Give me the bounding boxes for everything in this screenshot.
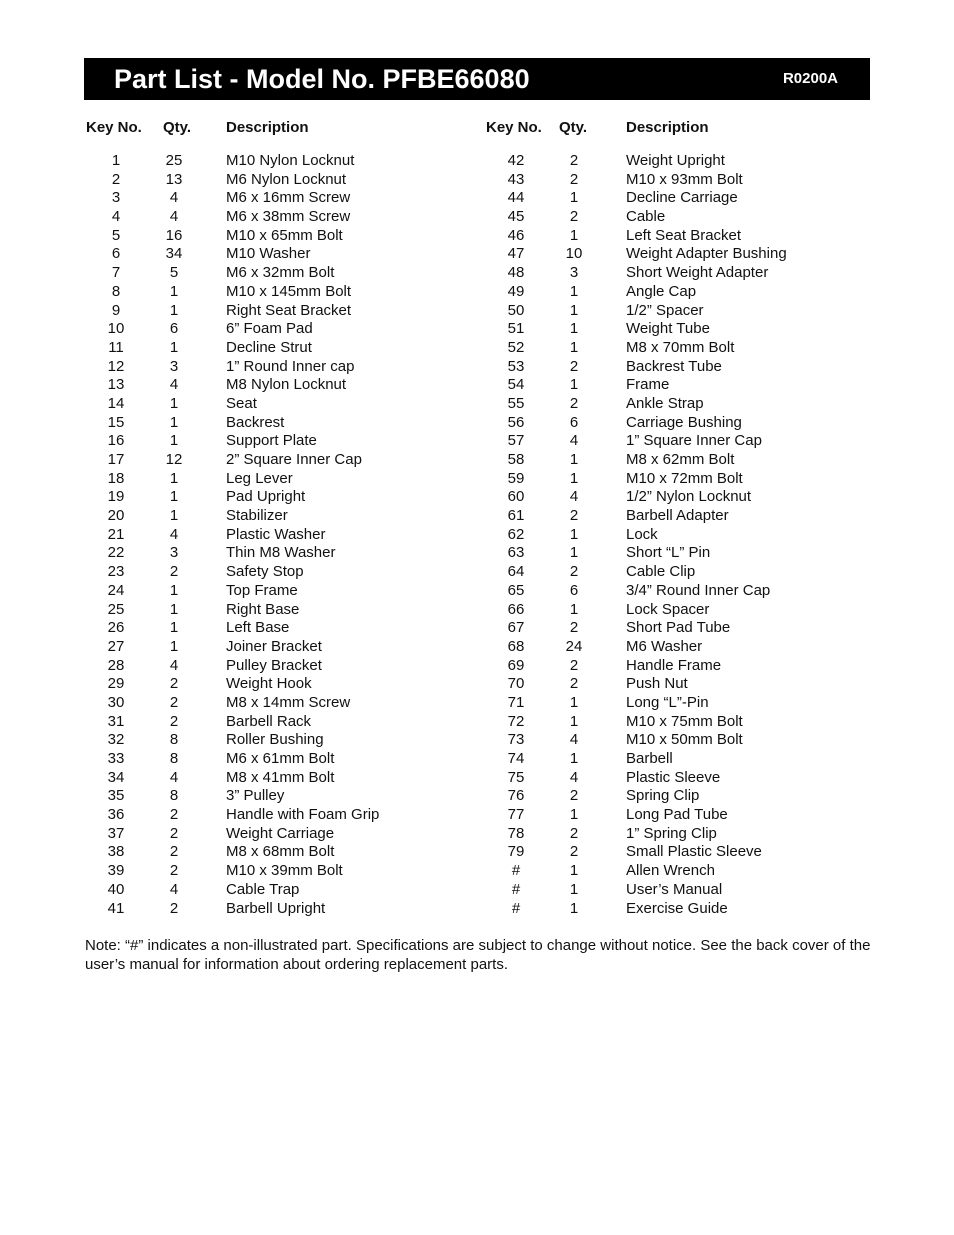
part-description: M10 x 75mm Bolt <box>626 712 743 730</box>
document-code: R0200A <box>782 70 838 87</box>
part-quantity: 2 <box>169 563 179 581</box>
part-quantity: 1 <box>569 226 579 244</box>
part-description: Short “L” Pin <box>626 544 711 562</box>
part-quantity: 3 <box>569 264 579 282</box>
part-description: M10 x 93mm Bolt <box>626 170 743 188</box>
part-quantity: 1 <box>169 619 179 637</box>
part-key-number: 54 <box>507 376 525 394</box>
right-key-header: Key No. <box>486 119 542 136</box>
part-quantity: 8 <box>169 731 179 749</box>
part-key-number: 31 <box>107 712 125 730</box>
part-quantity: 1 <box>569 525 579 543</box>
part-description: M6 x 16mm Screw <box>226 189 351 207</box>
part-quantity: 4 <box>169 656 179 674</box>
part-quantity: 2 <box>569 394 579 412</box>
part-key-number: 72 <box>507 712 525 730</box>
part-quantity: 2 <box>569 656 579 674</box>
part-quantity: 4 <box>569 432 579 450</box>
part-quantity: 2 <box>569 357 579 375</box>
part-key-number: 2 <box>111 170 121 188</box>
part-description: M10 x 50mm Bolt <box>626 731 743 749</box>
part-quantity: 1 <box>169 581 179 599</box>
part-description: Push Nut <box>626 675 688 693</box>
part-key-number: 75 <box>507 768 525 786</box>
part-description: Right Seat Bracket <box>226 301 352 319</box>
part-description: Short Weight Adapter <box>626 264 769 282</box>
part-key-number: 47 <box>507 245 525 263</box>
part-description: Long Pad Tube <box>626 806 728 824</box>
part-quantity: 2 <box>169 712 179 730</box>
part-quantity: 24 <box>565 637 583 655</box>
part-description: 1/2” Spacer <box>626 301 704 319</box>
part-description: M10 Nylon Locknut <box>226 152 355 169</box>
part-key-number: 3 <box>111 189 121 207</box>
part-description: Decline Strut <box>226 338 312 356</box>
part-quantity: 2 <box>169 862 179 880</box>
part-description: Cable <box>626 208 666 226</box>
part-key-number: # <box>511 880 521 898</box>
part-description: M6 Washer <box>626 637 703 655</box>
part-key-number: 9 <box>111 301 121 319</box>
part-key-number: 16 <box>107 432 125 450</box>
part-key-number: 36 <box>107 806 125 824</box>
part-description: Plastic Sleeve <box>626 768 721 786</box>
part-key-number: 32 <box>107 731 125 749</box>
part-quantity: 1 <box>569 806 579 824</box>
part-key-number: 70 <box>507 675 525 693</box>
part-description: Backrest Tube <box>626 357 722 375</box>
part-description: Barbell <box>626 750 673 767</box>
part-key-number: 61 <box>507 507 525 525</box>
part-key-number: 67 <box>507 619 525 637</box>
part-description: M8 x 41mm Bolt <box>226 768 335 786</box>
part-quantity: 2 <box>569 824 579 842</box>
part-quantity: 4 <box>169 768 179 786</box>
part-quantity: 1 <box>169 338 179 356</box>
part-quantity: 2 <box>569 208 579 226</box>
part-key-number: 52 <box>507 338 525 356</box>
part-key-number: 33 <box>107 750 125 767</box>
part-description: Lock Spacer <box>626 600 710 618</box>
part-key-number: 28 <box>107 656 125 674</box>
part-description: Backrest <box>226 413 285 431</box>
part-key-number: 66 <box>507 600 525 618</box>
part-description: M10 x 65mm Bolt <box>226 226 343 244</box>
part-description: 1/2” Nylon Locknut <box>626 488 752 506</box>
part-key-number: 22 <box>107 544 125 562</box>
part-description: Right Base <box>226 600 300 618</box>
part-key-number: 17 <box>107 451 125 468</box>
part-description: Long “L”-Pin <box>626 693 709 711</box>
part-description: Barbell Upright <box>226 899 326 917</box>
part-key-number: 73 <box>507 731 525 749</box>
part-description: Weight Hook <box>226 675 312 693</box>
part-key-number: 23 <box>107 563 125 581</box>
part-quantity: 1 <box>569 880 579 898</box>
part-description: Frame <box>626 376 670 394</box>
part-description: Weight Adapter Bushing <box>626 245 787 263</box>
part-description: Left Base <box>226 619 290 637</box>
footnote: Note: “#” indicates a non-illustrated part. Specifications are subject to change without notice. See the back cover of the user’s manual for information about ordering replacement parts. <box>85 937 871 973</box>
part-key-number: 12 <box>107 357 125 375</box>
part-description: 3” Pulley <box>226 787 285 805</box>
part-quantity: 1 <box>569 189 579 207</box>
part-quantity: 4 <box>169 525 179 543</box>
part-key-number: 41 <box>107 899 125 917</box>
part-key-number: 68 <box>507 637 525 655</box>
part-description: Cable Trap <box>226 880 300 898</box>
part-key-number: 7 <box>111 264 121 282</box>
part-description: Plastic Washer <box>226 525 326 543</box>
part-key-number: 53 <box>507 357 525 375</box>
part-key-number: 78 <box>507 824 525 842</box>
part-quantity: 1 <box>569 862 579 880</box>
part-description: Weight Tube <box>626 320 710 338</box>
part-description: Support Plate <box>226 432 317 450</box>
part-quantity: 1 <box>569 469 579 487</box>
part-key-number: 48 <box>507 264 525 282</box>
part-key-number: 38 <box>107 843 125 861</box>
part-key-number: 49 <box>507 282 525 300</box>
part-description: Carriage Bushing <box>626 413 742 431</box>
part-quantity: 1 <box>569 693 579 711</box>
part-key-number: 59 <box>507 469 525 487</box>
part-description: Decline Carriage <box>626 189 738 207</box>
part-quantity: 1 <box>569 338 579 356</box>
part-quantity: 8 <box>169 750 179 767</box>
part-description: M8 x 62mm Bolt <box>626 451 735 468</box>
part-description: Lock <box>626 525 658 543</box>
part-key-number: 4 <box>111 208 121 226</box>
part-quantity: 2 <box>569 152 579 169</box>
part-quantity: 4 <box>169 880 179 898</box>
part-description: M8 x 14mm Screw <box>226 693 351 711</box>
part-key-number: 76 <box>507 787 525 805</box>
part-description: User’s Manual <box>626 880 723 898</box>
part-description: M6 x 38mm Screw <box>226 208 351 226</box>
part-quantity: 6 <box>169 320 179 338</box>
part-key-number: 29 <box>107 675 125 693</box>
part-quantity: 2 <box>169 824 179 842</box>
part-key-number: 39 <box>107 862 125 880</box>
part-key-number: 63 <box>507 544 525 562</box>
part-key-number: 79 <box>507 843 525 861</box>
part-description: M6 x 61mm Bolt <box>226 750 335 767</box>
part-quantity: 6 <box>569 413 579 431</box>
part-description: Barbell Adapter <box>626 507 729 525</box>
part-description: Roller Bushing <box>226 731 324 749</box>
left-qty-header: Qty. <box>163 119 192 136</box>
part-quantity: 1 <box>569 750 579 767</box>
part-key-number: 8 <box>111 282 121 300</box>
part-key-number: 37 <box>107 824 125 842</box>
part-quantity: 1 <box>169 507 179 525</box>
part-description: Allen Wrench <box>626 862 715 880</box>
part-quantity: 2 <box>569 619 579 637</box>
part-key-number: 19 <box>107 488 125 506</box>
part-quantity: 2 <box>569 843 579 861</box>
part-description: 1” Round Inner cap <box>226 357 355 375</box>
part-description: Left Seat Bracket <box>626 226 742 244</box>
part-description: M10 x 39mm Bolt <box>226 862 343 880</box>
part-description: Ankle Strap <box>626 394 704 412</box>
part-description: Pulley Bracket <box>226 656 322 674</box>
part-key-number: 45 <box>507 208 525 226</box>
part-key-number: 55 <box>507 394 525 412</box>
part-quantity: 3 <box>169 357 179 375</box>
part-key-number: 58 <box>507 451 525 468</box>
part-quantity: 1 <box>169 301 179 319</box>
part-quantity: 1 <box>569 301 579 319</box>
part-description: 3/4” Round Inner Cap <box>626 581 771 599</box>
part-quantity: 4 <box>569 731 579 749</box>
part-quantity: 1 <box>169 432 179 450</box>
part-description: Handle with Foam Grip <box>226 806 380 824</box>
part-key-number: 77 <box>507 806 525 824</box>
part-key-number: 30 <box>107 693 125 711</box>
part-quantity: 1 <box>569 282 579 300</box>
part-quantity: 4 <box>169 208 179 226</box>
part-key-number: 18 <box>107 469 125 487</box>
part-key-number: 71 <box>507 693 525 711</box>
part-key-number: 50 <box>507 301 525 319</box>
part-description: M6 Nylon Locknut <box>226 170 347 188</box>
part-key-number: 34 <box>107 768 125 786</box>
part-key-number: 6 <box>111 245 121 263</box>
part-description: M10 Washer <box>226 245 311 263</box>
part-description: Small Plastic Sleeve <box>626 843 762 861</box>
part-description: Exercise Guide <box>626 899 728 917</box>
part-key-number: 65 <box>507 581 525 599</box>
part-description: Spring Clip <box>626 787 700 805</box>
part-description: 2” Square Inner Cap <box>226 451 362 468</box>
part-quantity: 2 <box>569 563 579 581</box>
part-quantity: 5 <box>169 264 179 282</box>
part-quantity: 1 <box>169 282 179 300</box>
part-key-number: 62 <box>507 525 525 543</box>
part-description: M8 x 68mm Bolt <box>226 843 335 861</box>
part-description: Cable Clip <box>626 563 696 581</box>
part-quantity: 10 <box>565 245 583 263</box>
part-quantity: 4 <box>169 376 179 394</box>
part-key-number: 56 <box>507 413 525 431</box>
part-key-number: 11 <box>108 338 124 356</box>
part-quantity: 2 <box>169 806 179 824</box>
part-description: M8 Nylon Locknut <box>226 376 347 394</box>
part-description: Seat <box>226 394 257 412</box>
part-description: Stabilizer <box>226 507 288 525</box>
part-quantity: 2 <box>569 787 579 805</box>
part-quantity: 1 <box>569 712 579 730</box>
part-description: Joiner Bracket <box>226 637 322 655</box>
part-description: Short Pad Tube <box>626 619 731 637</box>
part-quantity: 13 <box>165 170 183 188</box>
part-description: Pad Upright <box>226 488 306 506</box>
part-quantity: 1 <box>169 600 179 618</box>
part-quantity: 1 <box>569 600 579 618</box>
part-key-number: 64 <box>507 563 525 581</box>
page-title: Part List - Model No. PFBE66080 <box>114 64 530 94</box>
part-key-number: 42 <box>507 152 525 169</box>
part-key-number: 51 <box>507 320 525 338</box>
part-quantity: 25 <box>165 152 183 169</box>
part-description: Handle Frame <box>626 656 722 674</box>
part-key-number: # <box>511 899 521 917</box>
part-quantity: 1 <box>569 451 579 468</box>
part-quantity: 2 <box>569 675 579 693</box>
part-quantity: 4 <box>569 768 579 786</box>
part-description: Barbell Rack <box>226 712 312 730</box>
part-key-number: 44 <box>507 189 525 207</box>
part-quantity: 1 <box>569 376 579 394</box>
part-key-number: 1 <box>111 152 121 169</box>
part-description: M10 x 72mm Bolt <box>626 469 743 487</box>
part-description: 1” Spring Clip <box>626 824 717 842</box>
part-description: 6” Foam Pad <box>226 320 313 338</box>
part-description: Weight Carriage <box>226 824 335 842</box>
part-quantity: 2 <box>569 170 579 188</box>
part-quantity: 2 <box>169 899 179 917</box>
title-bar <box>84 58 870 100</box>
part-quantity: 12 <box>165 451 183 468</box>
part-key-number: 26 <box>107 619 125 637</box>
part-description: Angle Cap <box>626 282 697 300</box>
part-description: M8 x 70mm Bolt <box>626 338 735 356</box>
part-key-number: 43 <box>507 170 525 188</box>
part-quantity: 2 <box>169 843 179 861</box>
part-key-number: 5 <box>111 226 121 244</box>
part-key-number: 27 <box>107 637 125 655</box>
part-description: M6 x 32mm Bolt <box>226 264 335 282</box>
part-quantity: 1 <box>169 469 179 487</box>
part-key-number: 14 <box>107 394 125 412</box>
part-quantity: 4 <box>169 189 179 207</box>
part-description: Top Frame <box>226 581 298 599</box>
part-quantity: 1 <box>169 394 179 412</box>
part-key-number: 46 <box>507 226 525 244</box>
part-key-number: 40 <box>107 880 125 898</box>
part-quantity: 1 <box>169 488 179 506</box>
part-quantity: 4 <box>569 488 579 506</box>
part-description: Thin M8 Washer <box>226 544 336 562</box>
part-key-number: 25 <box>107 600 125 618</box>
part-quantity: 1 <box>569 320 579 338</box>
part-quantity: 8 <box>169 787 179 805</box>
part-quantity: 6 <box>569 581 579 599</box>
part-key-number: 10 <box>107 320 125 338</box>
part-key-number: 24 <box>107 581 125 599</box>
part-description: M10 x 145mm Bolt <box>226 282 352 300</box>
part-key-number: # <box>511 862 521 880</box>
right-description-header: Description <box>626 119 709 136</box>
part-key-number: 57 <box>507 432 525 450</box>
part-key-number: 20 <box>107 507 125 525</box>
part-key-number: 69 <box>507 656 525 674</box>
part-key-number: 35 <box>107 787 125 805</box>
part-quantity: 2 <box>169 675 179 693</box>
part-quantity: 34 <box>165 245 183 263</box>
part-description: 1” Square Inner Cap <box>626 432 762 450</box>
part-quantity: 3 <box>169 544 179 562</box>
part-quantity: 16 <box>165 226 183 244</box>
part-quantity: 1 <box>169 413 179 431</box>
part-quantity: 1 <box>569 544 579 562</box>
left-description-header: Description <box>226 119 309 136</box>
part-description: Safety Stop <box>226 563 304 581</box>
part-quantity: 2 <box>569 507 579 525</box>
part-key-number: 60 <box>507 488 525 506</box>
part-key-number: 74 <box>507 750 525 767</box>
part-key-number: 15 <box>107 413 125 431</box>
part-description: Weight Upright <box>626 152 725 169</box>
part-key-number: 13 <box>107 376 125 394</box>
left-key-header: Key No. <box>86 119 142 136</box>
part-quantity: 1 <box>569 899 579 917</box>
right-qty-header: Qty. <box>559 119 588 136</box>
part-key-number: 21 <box>107 525 125 543</box>
part-quantity: 1 <box>169 637 179 655</box>
part-description: Leg Lever <box>226 469 293 487</box>
part-quantity: 2 <box>169 693 179 711</box>
